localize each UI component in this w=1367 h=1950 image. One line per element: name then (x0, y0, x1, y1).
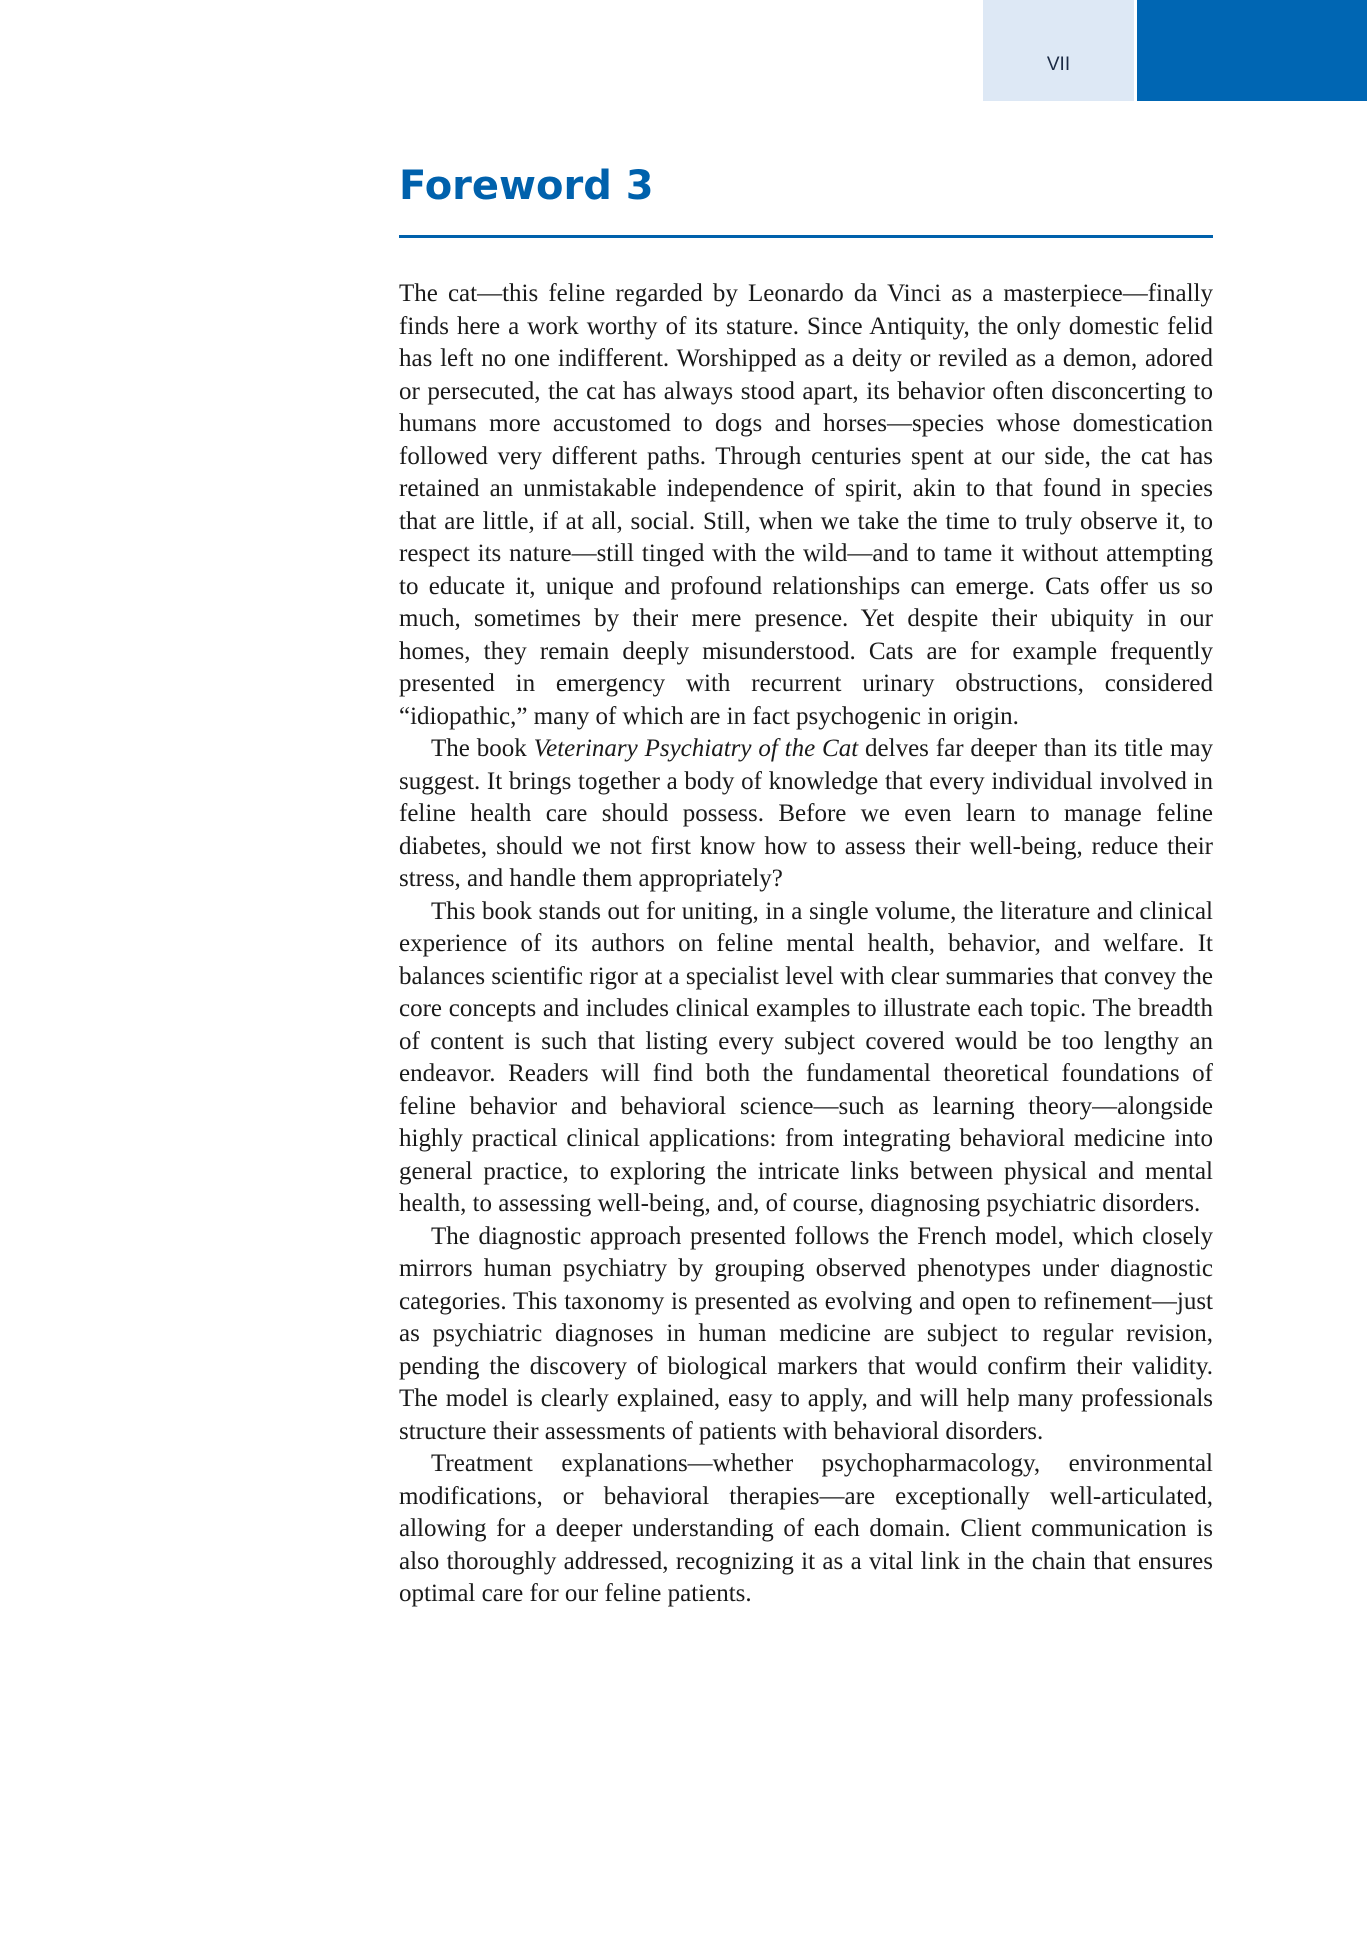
paragraph-4: The diagnostic approach presented follows the French model, which closely mirrors human psychiatry by grouping observed phenotypes under diagnostic categories. This taxonomy is presented as evolving and open to refinement—just as psychiatric diagnoses in human medicine are subject to regular revision, pending the discovery of biological markers that would confirm their validity. The model is clearly explained, easy to apply, and will help many professionals structure their assessments of patients with behavioral disorders. (399, 1222, 1213, 1445)
paragraph-2-rest: delves far deeper than its title may suggest. It brings together a body of knowledge that every individual involved in feline health care should possess. Before we even learn to manage feline diabetes, should we not first know how to assess their well-being, reduce their stress, and handle them appropriately? (399, 735, 1214, 892)
title-underline-rule (399, 235, 1213, 238)
paragraph-3: This book stands out for uniting, in a single volume, the literature and clinical experience of its authors on feline mental health, behavior, and welfare. It balances scientific rigor at a specialist level with clear summaries that convey the core concepts and includes clinical examples to illustrate each topic. The breadth of content is such that listing every subject covered would be too lengthy an endeavor. Readers will find both the fundamental theoretical foundations of feline behavior and behavioral science—such as learning theory—alongside highly practical clinical applications: from integrating behavioral medicine into general practice, to exploring the intricate links between physical and mental health, to assessing well-being, and, of course, diagnosing psychiatric disorders. (399, 897, 1213, 1217)
paragraph-1: The cat—this feline regarded by Leonardo da Vinci as a masterpiece—finally finds here a work worthy of its stature. Since Antiquity, the only domestic felid has left no one indifferent. Worshipped as a deity or reviled as a demon, adored or persecuted, the cat has always stood apart, its behavior often disconcerting to humans more accustomed to dogs and horses—species whose domestication followed very different paths. Through centuries spent at our side, the cat has retained an unmistakable independence of spirit, akin to that found in species that are little, if at all, social. Still, when we take the time to truly observe it, to respect its nature—still tinged with the wild—and to tame it without attempting to educate it, unique and profound relationships can emerge. Cats offer us so much, sometimes by their mere presence. Yet despite their ubiquity in our homes, they remain deeply misunderstood. Cats are for example frequently presented in emergency with recurrent urinary obstructions, considered “idiopathic,” many of which are in fact psychogenic in origin. (399, 280, 1213, 730)
foreword-body (399, 278, 1213, 1611)
corner-color-block (1137, 0, 1367, 101)
page-number: VII (1046, 54, 1071, 75)
paragraph-5: Treatment explanations—whether psychopharmacology, environmental modifications, or behavioral therapies—are exceptionally well-articulated, allowing for a deeper understanding of each domain. Client communication is also thoroughly addressed, recognizing it as a vital link in the chain that ensures optimal care for our feline patients. (399, 1450, 1213, 1607)
page-number-tab (983, 0, 1134, 101)
book-title: Veterinary Psychiatry of the Cat (533, 735, 859, 762)
paragraph-2 (399, 733, 1213, 896)
paragraph-2-lead: The book (431, 735, 534, 762)
chapter-title: Foreword 3 (399, 163, 654, 209)
